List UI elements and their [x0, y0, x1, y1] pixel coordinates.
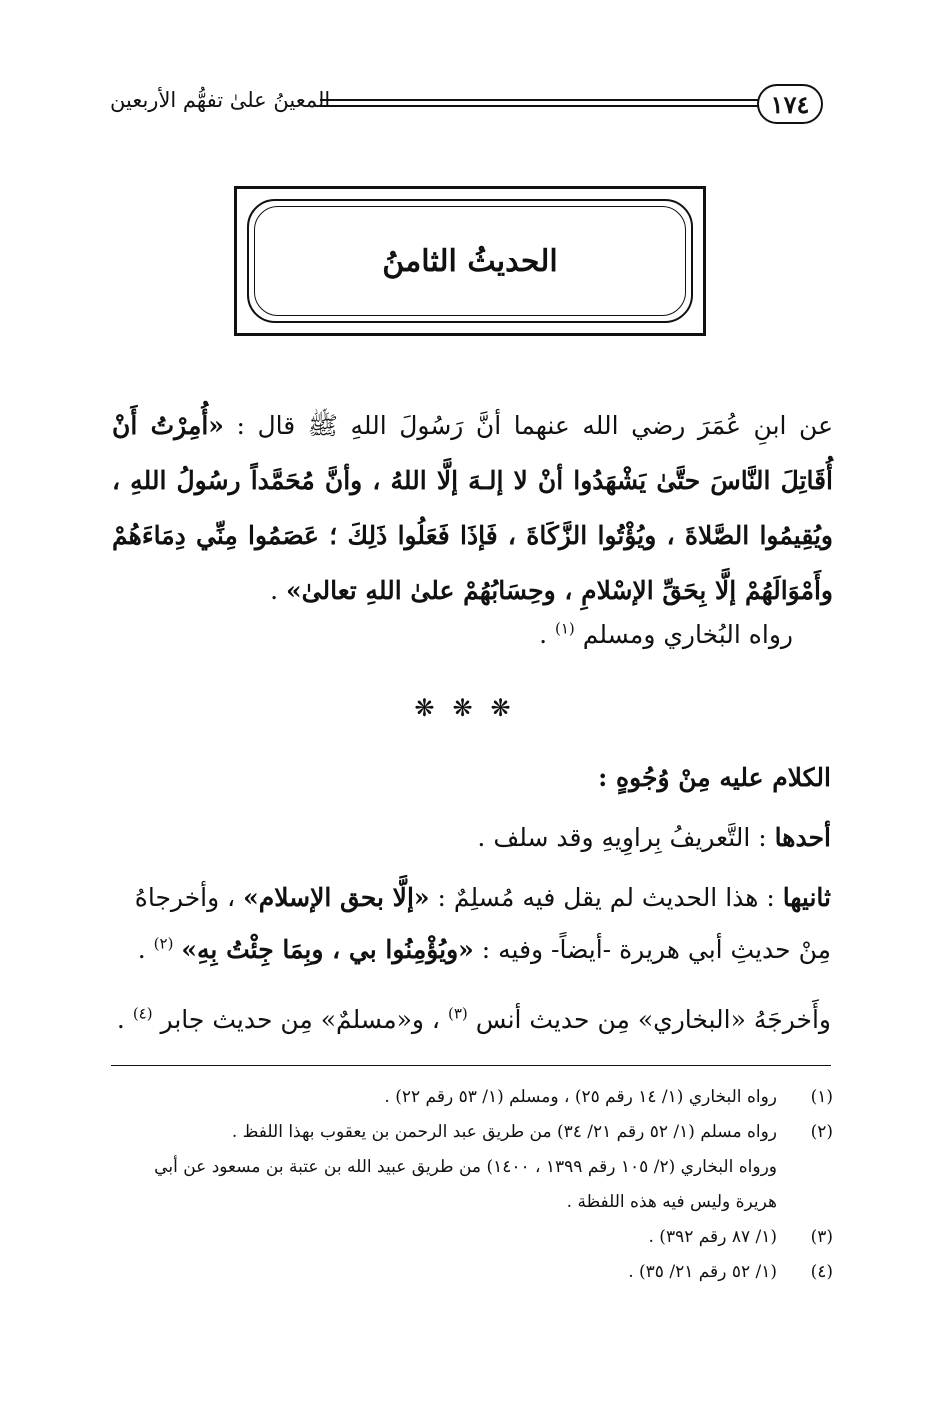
point-second-label: ثانيها — [782, 883, 831, 912]
hadith-text — [112, 398, 833, 618]
point-second-quote-b: «ويُؤْمِنُوا بي ، وبِمَا جِئْتُ بِهِ» — [181, 935, 474, 964]
footnote-2 — [108, 1115, 833, 1150]
source-text: رواه البُخاري ومسلم — [582, 620, 793, 649]
discussion-heading-text: الكلام عليه مِنْ وُجُوهٍ : — [598, 763, 831, 792]
footnote-number: (٢) — [810, 1122, 833, 1142]
running-header — [110, 84, 823, 128]
page-number: ١٧٤ — [757, 84, 823, 124]
point-second-quote-a: «إلَّا بحق الإسلام» — [243, 883, 430, 912]
footnote-number: (٤) — [810, 1262, 833, 1282]
footnote-ref-4: (٤) — [132, 1004, 153, 1023]
point-second-text-b: ، وأخرجاهُ مِنْ حديثِ أبي هريرة -أيضاً- وفيه : — [134, 883, 831, 964]
footnote-text: رواه مسلم (١/ ٥٢ رقم ٢١/ ٣٤) من طريق عبد الرحمن بن يعقوب بهذا اللفظ . — [231, 1122, 777, 1142]
point-first-text: : التَّعريفُ بِراوِيهِ وقد سلف . — [477, 823, 767, 852]
discussion-heading — [112, 752, 831, 804]
source-end: . — [539, 620, 548, 649]
footnote-4 — [108, 1255, 833, 1290]
point-first-label: أحدها — [774, 823, 831, 852]
footnote-text: (١/ ٥٢ رقم ٢١/ ٣٥) . — [628, 1262, 777, 1282]
footnote-number: (١) — [810, 1087, 833, 1107]
footnote-number: (٣) — [810, 1227, 833, 1247]
point-second-text-a: : هذا الحديث لم يقل فيه مُسلِمٌ : — [437, 883, 775, 912]
hadith-quote: «أُمِرْتُ أَنْ أُقَاتِلَ النَّاسَ حتَّىٰ يَشْهَدُوا أنْ لا إلـهَ إلَّا اللهُ ، وأنَّ مُحَمَّداً رسُولُ اللهِ ، ويُقِيمُوا الصَّلاةَ ، ويُؤْتُوا الزَّكَاةَ ، فَإذَا فَعَلُوا ذَلِكَ ؛ عَصَمُوا مِنِّي دِمَاءَهُمْ وأَمْوَالَهُمْ إلَّا بِحَقِّ الإسْلامِ ، وحِسَابُهُمْ علىٰ اللهِ تعالىٰ» — [112, 411, 833, 605]
point-third-text-b: ، و«مسلمٌ» مِن حديث جابر — [160, 1005, 441, 1034]
point-third — [112, 994, 831, 1046]
footnote-2-continuation: ورواه البخاري (٢/ ١٠٥ رقم ١٣٩٩ ، ١٤٠٠) من طريق عبيد الله بن عتبة بن مسعود عن أبي هريرة وليس فيه هذه اللفظة . — [154, 1157, 777, 1212]
footnote-text: رواه البخاري (١/ ١٤ رقم ٢٥) ، ومسلم (١/ ٥٣ رقم ٢٢) . — [384, 1087, 777, 1107]
title-inner-frame — [247, 199, 693, 323]
book-title: المعينُ علىٰ تفهُّم الأربعين — [110, 88, 331, 112]
point-first — [112, 812, 831, 864]
chapter-title: الحديثُ الثامنُ — [382, 243, 558, 279]
header-rule — [320, 99, 759, 107]
section-separator: ❋❋❋ — [414, 694, 529, 722]
point-second — [112, 872, 831, 976]
point-second-end: . — [137, 935, 146, 964]
footnote-1 — [108, 1080, 833, 1115]
footnote-rule — [111, 1065, 831, 1066]
point-third-text-a: وأَخرجَهُ «البخاري» مِن حديث أنس — [475, 1005, 831, 1034]
footnote-text: (١/ ٨٧ رقم ٣٩٢) . — [648, 1227, 777, 1247]
footnotes — [108, 1080, 833, 1290]
footnote-ref-3: (٣) — [447, 1004, 468, 1023]
point-third-end: . — [116, 1005, 125, 1034]
hadith-source — [539, 620, 793, 649]
footnote-ref-1: (١) — [554, 619, 575, 638]
hadith-intro: عن ابنِ عُمَرَ رضي الله عنهما أنَّ رَسُولَ اللهِ ﷺ قال : — [236, 411, 833, 440]
title-frame — [234, 186, 706, 336]
hadith-end: . — [270, 576, 279, 605]
footnote-ref-2: (٢) — [153, 934, 174, 953]
footnote-3 — [108, 1220, 833, 1255]
